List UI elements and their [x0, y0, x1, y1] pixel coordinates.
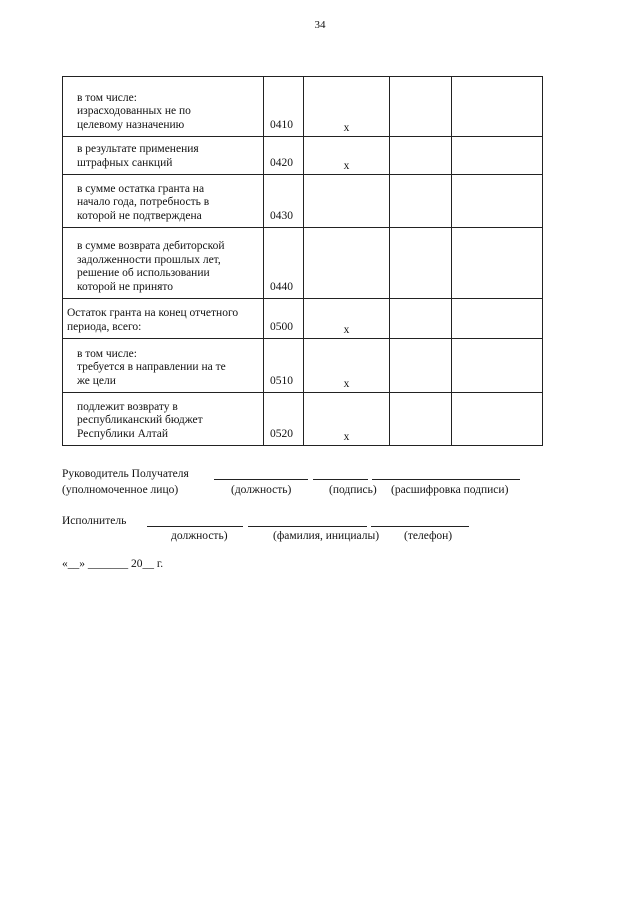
- executor-phone-caption: (телефон): [404, 530, 453, 542]
- head-decoding-caption: (расшифровка подписи): [391, 484, 509, 496]
- head-signature-caption: (подпись): [329, 484, 377, 496]
- row-value-cell[interactable]: [390, 393, 452, 446]
- row-mark: [304, 228, 390, 299]
- row-description: [63, 228, 264, 299]
- row-code: 0500: [264, 299, 304, 339]
- row-description-line: в результате применения: [77, 143, 199, 155]
- row-code: 0520: [264, 393, 304, 446]
- row-code: 0440: [264, 228, 304, 299]
- row-description-line: в том числе:: [77, 347, 137, 360]
- row-value-cell[interactable]: [452, 228, 543, 299]
- row-value-cell[interactable]: [390, 339, 452, 393]
- head-authorized-label: (уполномоченное лицо): [62, 484, 179, 496]
- head-position-caption: (должность): [231, 484, 292, 496]
- row-code: 0510: [264, 339, 304, 393]
- row-mark: x: [304, 77, 390, 137]
- row-code: 0420: [264, 137, 304, 175]
- row-description: [63, 77, 264, 137]
- head-position-blank[interactable]: [214, 479, 308, 480]
- table-row: [63, 77, 543, 137]
- row-code: 0410: [264, 77, 304, 137]
- row-value-cell[interactable]: [390, 175, 452, 228]
- row-description-line: же цели: [77, 374, 116, 387]
- row-mark: x: [304, 137, 390, 175]
- row-description: [63, 299, 264, 339]
- row-description-line: Остаток гранта на конец отчетного: [67, 307, 239, 319]
- page-number: 34: [314, 19, 326, 31]
- row-description-line: в сумме возврата дебиторской: [77, 240, 225, 252]
- row-description-line: в том числе:: [77, 91, 137, 104]
- executor-label: Исполнитель: [62, 515, 127, 527]
- row-code: 0430: [264, 175, 304, 228]
- row-description-line: целевому назначению: [77, 118, 185, 131]
- row-mark: [304, 175, 390, 228]
- row-description-line: подлежит возврату в: [77, 400, 178, 413]
- row-value-cell[interactable]: [452, 137, 543, 175]
- row-value-cell[interactable]: [390, 228, 452, 299]
- table-row: [63, 228, 543, 299]
- head-label: Руководитель Получателя: [62, 468, 189, 480]
- row-value-cell[interactable]: [452, 77, 543, 137]
- executor-name-blank[interactable]: [248, 526, 367, 527]
- row-description-line: которой не подтверждена: [77, 209, 202, 222]
- row-value-cell[interactable]: [452, 175, 543, 228]
- row-description: [63, 393, 264, 446]
- row-description: [63, 339, 264, 393]
- row-mark: x: [304, 393, 390, 446]
- row-description-line: в сумме остатка гранта на: [77, 182, 205, 195]
- row-description-line: периода, всего:: [67, 320, 142, 333]
- table-body: [63, 77, 543, 446]
- grant-balance-table: [62, 76, 543, 446]
- row-value-cell[interactable]: [452, 393, 543, 446]
- row-value-cell[interactable]: [452, 339, 543, 393]
- table-row: [63, 137, 543, 175]
- row-description-line: решение об использовании: [77, 267, 210, 279]
- row-description-line: которой не принято: [77, 280, 174, 293]
- row-description-line: штрафных санкций: [77, 156, 173, 169]
- head-signature-blank[interactable]: [313, 479, 368, 480]
- table-row: [63, 299, 543, 339]
- head-decoding-blank[interactable]: [372, 479, 520, 480]
- row-description-line: задолженности прошлых лет,: [77, 253, 221, 266]
- row-description-line: израсходованных не по: [77, 105, 191, 117]
- row-value-cell[interactable]: [452, 299, 543, 339]
- executor-position-caption: должность): [171, 530, 228, 542]
- row-value-cell[interactable]: [390, 137, 452, 175]
- row-value-cell[interactable]: [390, 299, 452, 339]
- table-row: [63, 175, 543, 228]
- table-row: [63, 339, 543, 393]
- row-description-line: требуется в направлении на те: [77, 361, 226, 373]
- executor-position-blank[interactable]: [147, 526, 243, 527]
- row-mark: x: [304, 299, 390, 339]
- row-description: [63, 175, 264, 228]
- date-line: «__» _______ 20__ г.: [62, 558, 164, 570]
- table-row: [63, 393, 543, 446]
- executor-phone-blank[interactable]: [371, 526, 469, 527]
- row-description-line: республиканский бюджет: [77, 414, 203, 426]
- row-mark: x: [304, 339, 390, 393]
- executor-name-caption: (фамилия, инициалы): [273, 530, 380, 542]
- row-description-line: Республики Алтай: [77, 427, 169, 440]
- row-description: [63, 137, 264, 175]
- row-value-cell[interactable]: [390, 77, 452, 137]
- row-description-line: начало года, потребность в: [77, 196, 210, 208]
